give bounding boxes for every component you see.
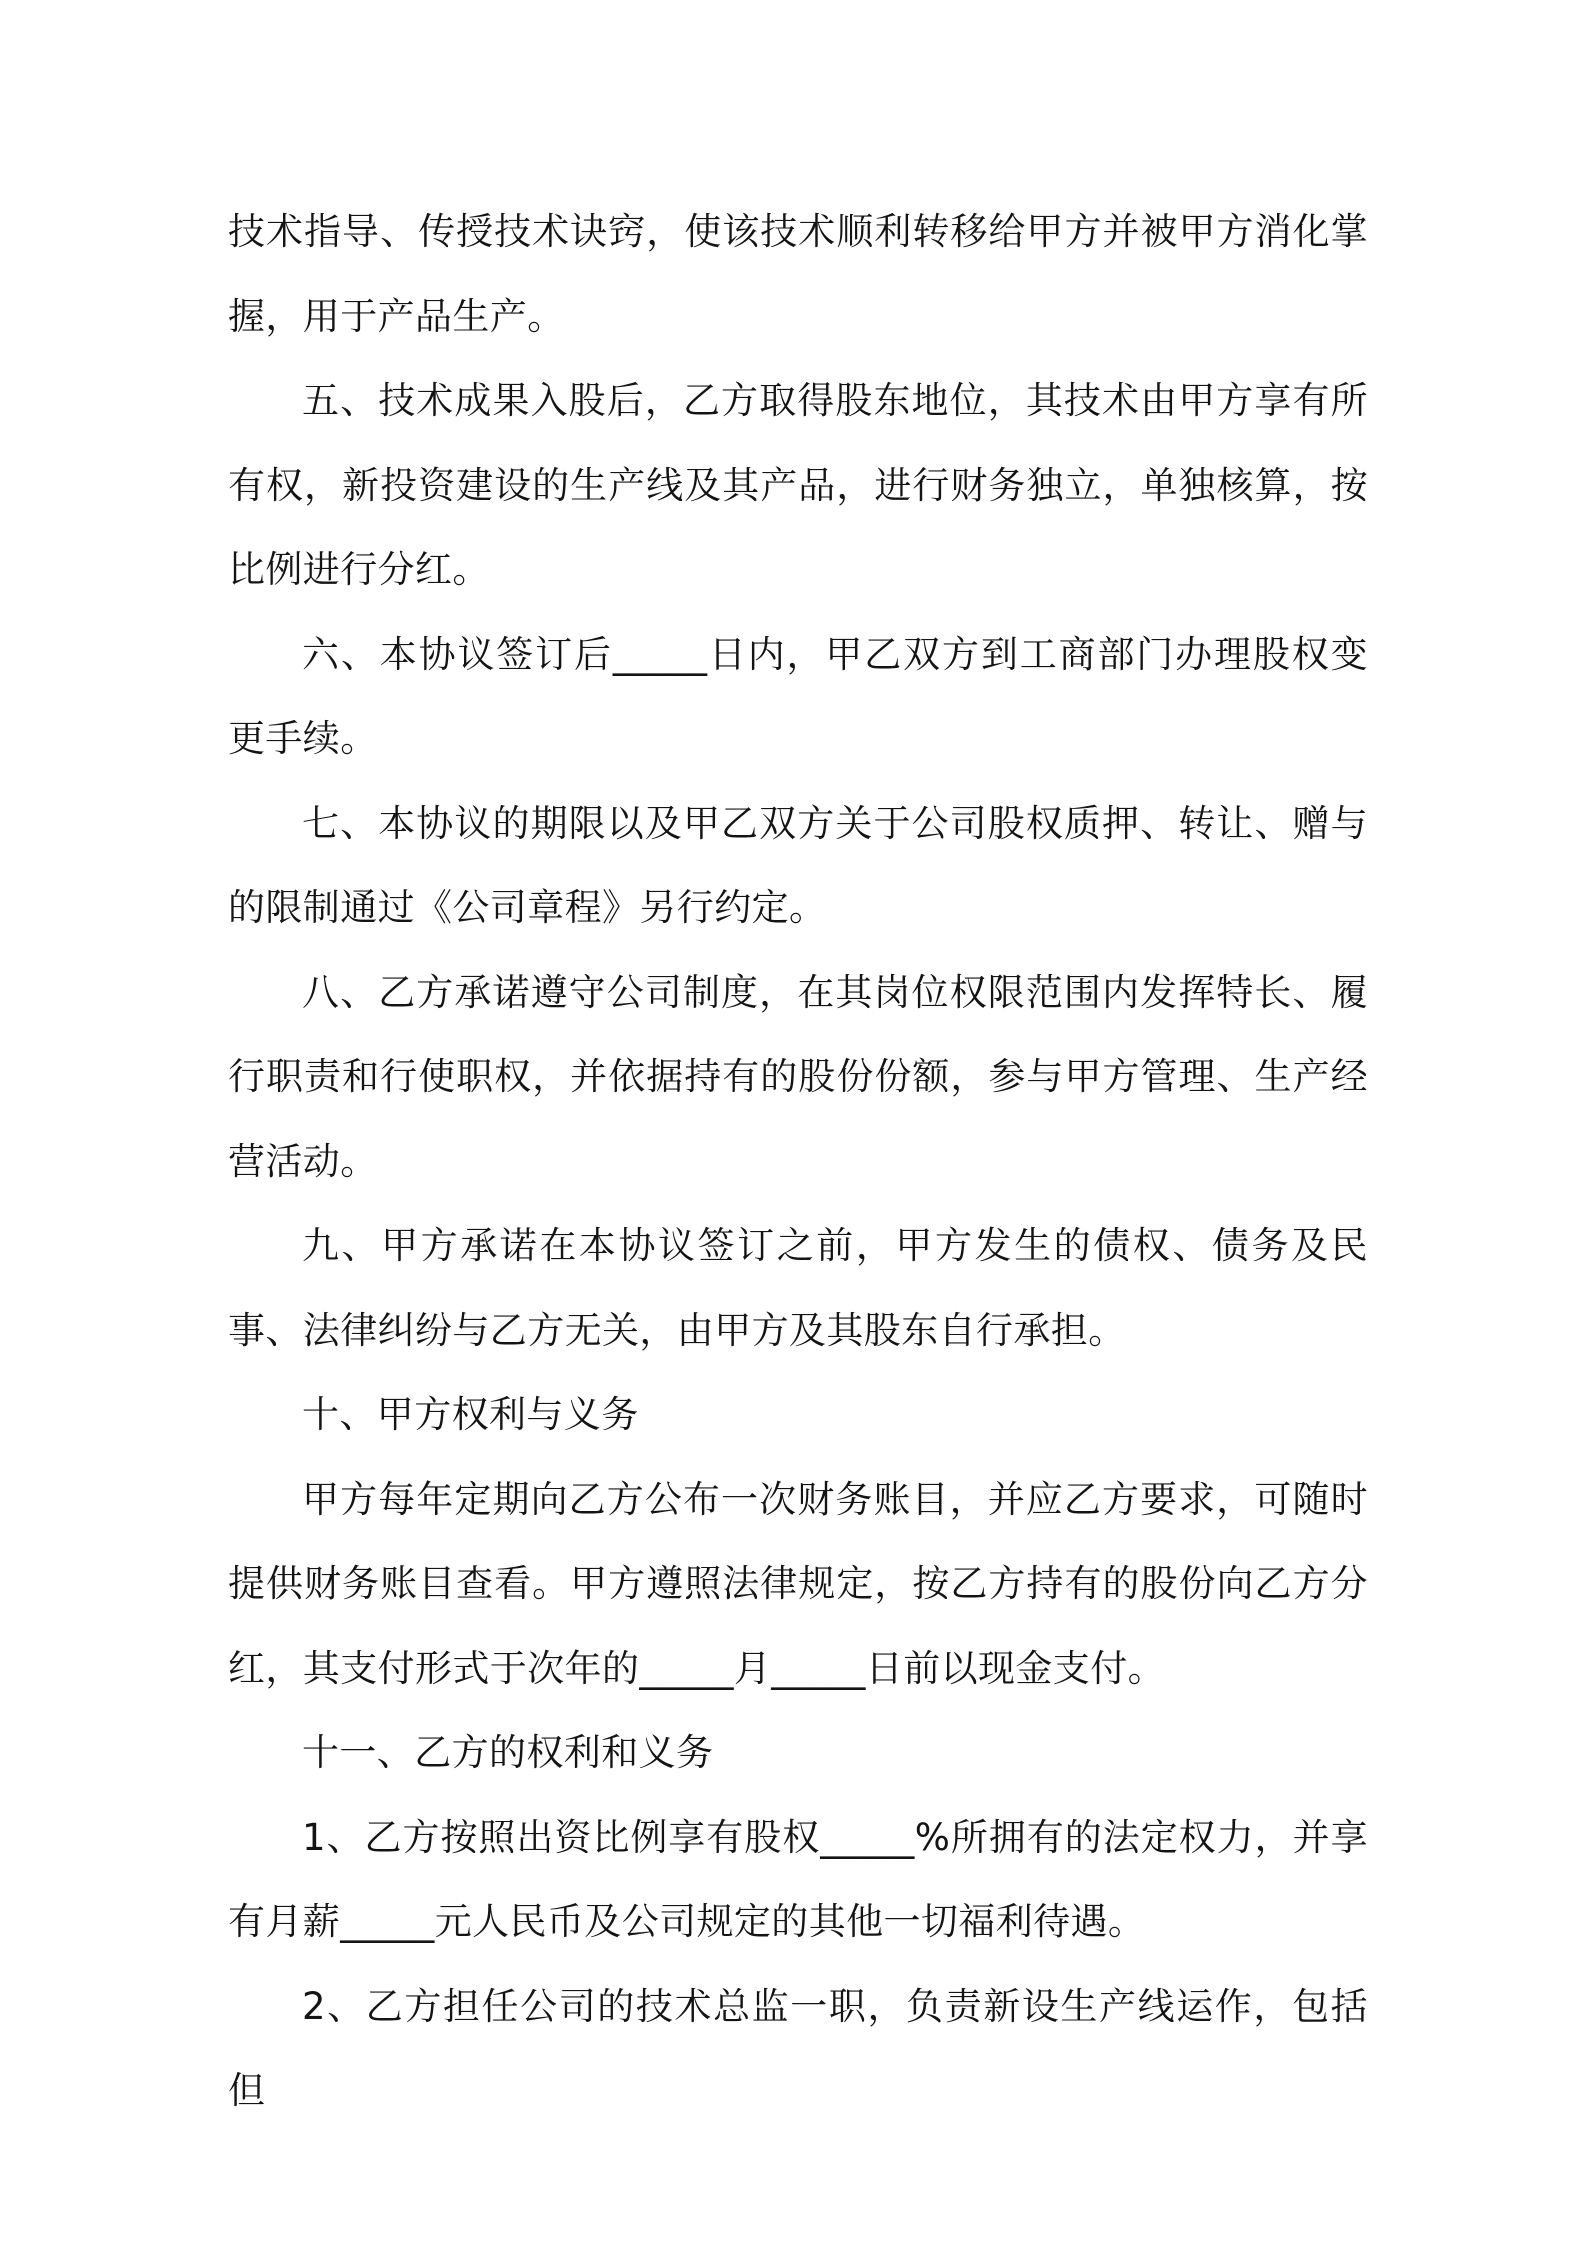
heading-clause-11: 十一、乙方的权利和义务 bbox=[302, 1731, 714, 1774]
paragraph-clause-9: 九、甲方承诺在本协议签订之前，甲方发生的债权、债务及民事、法律纠纷与乙方无关，由甲方及其股东自行承担。 bbox=[228, 1224, 1368, 1352]
document-body bbox=[228, 190, 1368, 2134]
paragraph-clause-8: 八、乙方承诺遵守公司制度，在其岗位权限范围内发挥特长、履行职责和行使职权，并依据持有的股份份额，参与甲方管理、生产经营活动。 bbox=[228, 970, 1368, 1183]
paragraph-clause-6: 六、本协议签订后_____日内，甲乙双方到工商部门办理股权变更手续。 bbox=[228, 632, 1368, 760]
paragraph-clause-7: 七、本协议的期限以及甲乙双方关于公司股权质押、转让、赠与的限制通过《公司章程》另行约定。 bbox=[228, 801, 1368, 929]
paragraph-clause-10-body: 甲方每年定期向乙方公布一次财务账目，并应乙方要求，可随时提供财务账目查看。甲方遵照法律规定，按乙方持有的股份向乙方分红，其支付形式于次年的_____月_____日前以现金支付。 bbox=[228, 1477, 1368, 1690]
paragraph-clause-5: 五、技术成果入股后，乙方取得股东地位，其技术由甲方享有所有权，新投资建设的生产线及其产品，进行财务独立，单独核算，按比例进行分红。 bbox=[228, 379, 1368, 591]
heading-clause-10: 十、甲方权利与义务 bbox=[302, 1393, 639, 1436]
paragraph-clause-11-item-2: 2、乙方担任公司的技术总监一职，负责新设生产线运作，包括但 bbox=[228, 1984, 1368, 2112]
paragraph-continuation: 技术指导、传授技术诀窍，使该技术顺利转移给甲方并被甲方消化掌握，用于产品生产。 bbox=[228, 210, 1368, 338]
paragraph-clause-11-item-1: 1、乙方按照出资比例享有股权_____%所拥有的法定权力，并享有月薪_____元人民币及公司规定的其他一切福利待遇。 bbox=[228, 1815, 1368, 1943]
